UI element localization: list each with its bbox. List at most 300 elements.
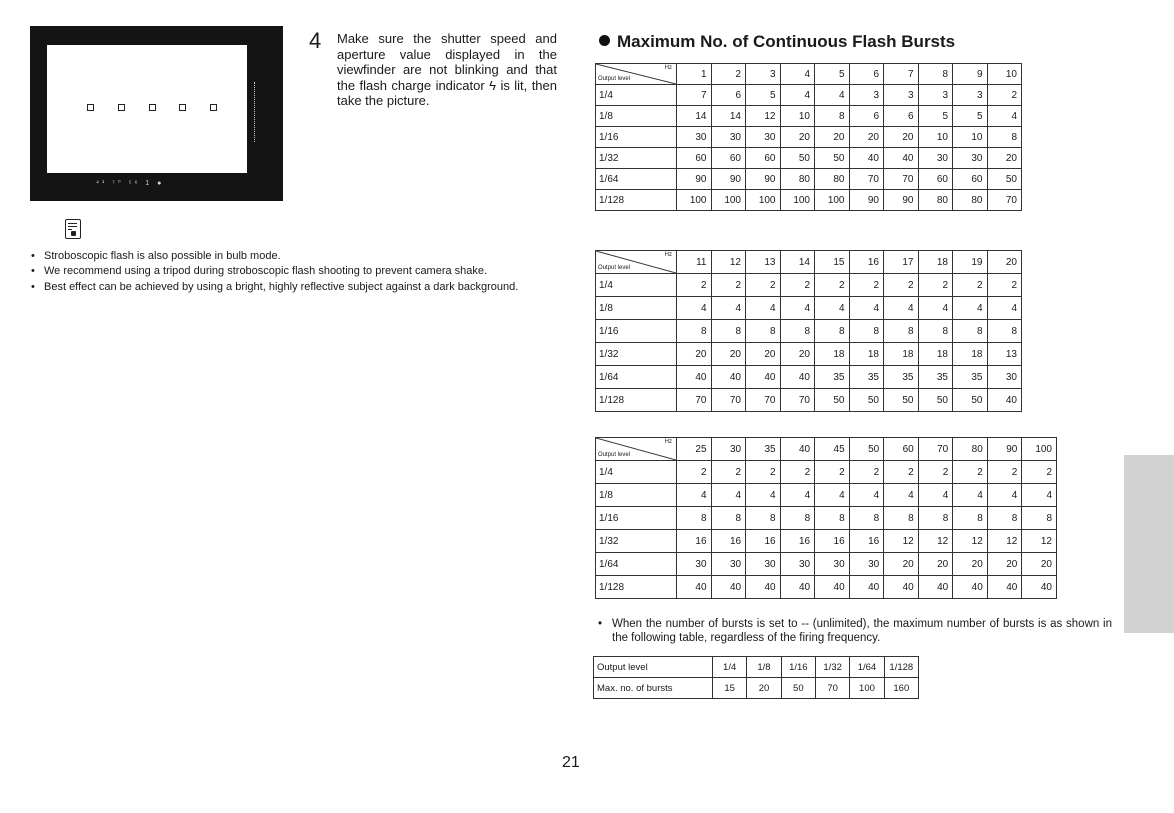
bursts-cell: 60 [746,148,781,169]
bursts-cell: 100 [815,190,850,211]
bursts-cell: 30 [780,553,815,576]
bursts-cell: 70 [711,389,746,412]
bursts-cell: 2 [987,85,1022,106]
output-level-label: Output level [598,265,631,271]
bursts-cell: 10 [953,127,988,148]
hz-cell: 50 [849,438,884,461]
level-cell: 1/16 [781,657,815,678]
bursts-cell: 2 [849,274,884,297]
bursts-cell: 8 [815,106,850,127]
bursts-cell: 40 [953,576,988,599]
bursts-cell: 30 [746,553,781,576]
bursts-cell: 30 [953,148,988,169]
bursts-cell: 100 [677,190,712,211]
bursts-cell: 4 [987,106,1022,127]
bursts-cell: 8 [746,320,781,343]
bursts-cell: 50 [815,148,850,169]
bursts-table-2 [595,250,1022,412]
bursts-cell: 4 [884,297,919,320]
bursts-cell: 35 [918,366,953,389]
bursts-cell: 70 [780,389,815,412]
bursts-cell: 30 [987,366,1022,389]
bursts-cell: 8 [711,507,746,530]
bursts-cell: 50 [849,389,884,412]
table-row [596,530,1057,553]
bursts-cell: 12 [1022,530,1057,553]
output-level-cell: 1/128 [596,190,677,211]
bursts-cell: 90 [711,169,746,190]
bursts-cell: 2 [780,274,815,297]
table-row [596,553,1057,576]
bursts-cell: 20 [780,343,815,366]
hz-cell: 35 [746,438,781,461]
bursts-cell: 35 [849,366,884,389]
bursts-table-3 [595,437,1057,599]
bursts-cell: 4 [953,484,988,507]
af-point [87,104,94,111]
level-cell: 1/8 [747,657,781,678]
unlimited-bursts-table [593,656,919,699]
bursts-cell: 12 [987,530,1022,553]
hz-header-row [596,64,1022,85]
table-row [596,366,1022,389]
hz-cell: 80 [953,438,988,461]
bursts-cell: 40 [815,576,850,599]
bursts-cell: 13 [987,343,1022,366]
bursts-cell: 30 [918,148,953,169]
bursts-cell: 10 [780,106,815,127]
bursts-cell: 40 [918,576,953,599]
table-row [596,274,1022,297]
table-row [596,169,1022,190]
step-text: Make sure the shutter speed and aperture value displayed in the viewfinder are not blinking and that the flash charge indicator ϟ is lit, then take the picture. [337,31,557,109]
hz-cell: 25 [677,438,712,461]
bursts-cell: 20 [1022,553,1057,576]
bursts-cell: 2 [987,274,1022,297]
bursts-cell: 14 [677,106,712,127]
bursts-cell: 3 [884,85,919,106]
bursts-cell: 20 [849,127,884,148]
output-level-cell: 1/16 [596,507,677,530]
bursts-cell: 20 [884,127,919,148]
bursts-cell: 4 [815,85,850,106]
hz-cell: 100 [1022,438,1057,461]
bursts-cell: 20 [780,127,815,148]
bursts-cell: 20 [815,127,850,148]
bursts-cell: 16 [780,530,815,553]
bursts-cell: 18 [815,343,850,366]
output-level-cell: 1/128 [596,389,677,412]
bursts-cell: 60 [711,148,746,169]
bursts-cell: 50 [953,389,988,412]
hz-header-row [596,438,1057,461]
bursts-cell: 3 [953,85,988,106]
bursts-cell: 4 [746,484,781,507]
hz-cell: 3 [746,64,781,85]
bursts-cell: 70 [677,389,712,412]
bursts-cell: 12 [746,106,781,127]
bursts-cell: 2 [918,461,953,484]
bursts-cell: 50 [918,389,953,412]
output-level-cell: 1/128 [596,576,677,599]
bursts-cell: 10 [918,127,953,148]
bursts-cell: 6 [711,85,746,106]
hz-cell: 7 [884,64,919,85]
output-level-cell: 1/64 [596,553,677,576]
bursts-cell: 4 [918,297,953,320]
table-row [596,190,1022,211]
bursts-cell: 4 [711,297,746,320]
bursts-cell: 70 [884,169,919,190]
level-cell: 1/4 [713,657,747,678]
bursts-cell: 30 [677,553,712,576]
hz-cell: 20 [987,251,1022,274]
bursts-cell: 80 [780,169,815,190]
bursts-cell: 50 [987,169,1022,190]
bursts-cell: 30 [711,127,746,148]
bursts-cell: 2 [884,274,919,297]
bursts-cell: 4 [849,297,884,320]
output-level-cell: 1/64 [596,169,677,190]
table-row [596,343,1022,366]
bursts-cell: 40 [884,148,919,169]
bursts-cell: 2 [918,274,953,297]
hz-cell: 90 [987,438,1022,461]
bursts-cell: 4 [815,484,850,507]
bursts-cell: 4 [746,297,781,320]
bursts-cell: 18 [918,343,953,366]
hz-cell: 30 [711,438,746,461]
bursts-cell: 18 [849,343,884,366]
output-level-cell: 1/16 [596,127,677,148]
table-row [596,576,1057,599]
table-row [596,461,1057,484]
bursts-cell: 8 [918,507,953,530]
bursts-cell: 5 [953,106,988,127]
bursts-cell: 16 [849,530,884,553]
bursts-cell: 2 [677,274,712,297]
hz-cell: 70 [918,438,953,461]
bursts-cell: 16 [711,530,746,553]
note-item: • We recommend using a tripod during stroboscopic flash shooting to prevent camera shake. [28,265,548,278]
output-level-cell: 1/32 [596,343,677,366]
bursts-cell: 2 [711,461,746,484]
bursts-cell: 8 [815,507,850,530]
hz-header-row [596,251,1022,274]
bursts-cell: 40 [746,366,781,389]
bursts-cell: 6 [849,106,884,127]
hz-cell: 14 [780,251,815,274]
note-icon [65,219,81,239]
bursts-cell: 35 [953,366,988,389]
bursts-cell: 2 [884,461,919,484]
bursts-cell: 8 [746,507,781,530]
bursts-cell: 60 [953,169,988,190]
level-cell: 1/32 [815,657,849,678]
hz-cell: 11 [677,251,712,274]
bursts-cell: 20 [953,553,988,576]
bursts-cell: 40 [780,366,815,389]
bursts-cell: 35 [884,366,919,389]
af-point [179,104,186,111]
bursts-cell: 35 [815,366,850,389]
bursts-cell: 8 [1022,507,1057,530]
output-level-cell: 1/8 [596,484,677,507]
exposure-scale [254,82,264,142]
bursts-cell: 4 [780,484,815,507]
hz-label: Hz [664,252,672,258]
table-corner-header [596,251,677,274]
bursts-cell: 4 [677,297,712,320]
bursts-cell: 40 [849,576,884,599]
section-title-text: Maximum No. of Continuous Flash Bursts [617,32,956,51]
bursts-cell: 8 [677,507,712,530]
bursts-cell: 5 [918,106,953,127]
bursts-cell: 2 [746,274,781,297]
bursts-cell: 2 [953,461,988,484]
bursts-cell: 30 [746,127,781,148]
bursts-cell: 4 [815,297,850,320]
note-item: • Best effect can be achieved by using a bright, highly reflective subject against a dark background. [28,281,548,294]
level-cell: 1/64 [850,657,884,678]
bursts-cell: 40 [677,366,712,389]
section-title [599,32,955,52]
bursts-cell: 40 [1022,576,1057,599]
bursts-cell: 2 [780,461,815,484]
bursts-cell: 16 [815,530,850,553]
bursts-cell: 3 [849,85,884,106]
bursts-cell: 4 [780,297,815,320]
bursts-cell: 15 [713,678,747,699]
table-row [596,106,1022,127]
bursts-cell: 4 [987,297,1022,320]
bursts-cell: 4 [987,484,1022,507]
bursts-cell: 4 [711,484,746,507]
bursts-cell: 18 [953,343,988,366]
hz-cell: 45 [815,438,850,461]
bursts-cell: 2 [1022,461,1057,484]
unlimited-level-row [594,657,919,678]
bursts-cell: 16 [677,530,712,553]
bursts-cell: 40 [987,389,1022,412]
hz-cell: 10 [987,64,1022,85]
bursts-cell: 20 [987,553,1022,576]
bursts-cell: 70 [746,389,781,412]
hz-cell: 18 [918,251,953,274]
bursts-table-1 [595,63,1022,211]
bursts-cell: 2 [677,461,712,484]
bursts-cell: 18 [884,343,919,366]
output-level-cell: 1/8 [596,297,677,320]
output-level-label: Output level [598,76,631,82]
bursts-cell: 70 [987,190,1022,211]
bursts-cell: 90 [849,190,884,211]
bursts-cell: 2 [849,461,884,484]
bursts-cell: 12 [953,530,988,553]
bursts-cell: 2 [953,274,988,297]
output-level-label: Output level [598,452,631,458]
bursts-cell: 40 [780,576,815,599]
max-bursts-label: Max. no. of bursts [594,678,713,699]
level-cell: 1/128 [884,657,918,678]
hz-label: Hz [664,65,672,71]
bursts-cell: 12 [918,530,953,553]
bursts-cell: 14 [711,106,746,127]
bursts-cell: 6 [884,106,919,127]
hz-cell: 2 [711,64,746,85]
bursts-cell: 20 [677,343,712,366]
bursts-cell: 40 [677,576,712,599]
af-point [149,104,156,111]
hz-cell: 15 [815,251,850,274]
hz-cell: 12 [711,251,746,274]
bursts-cell: 40 [711,366,746,389]
bursts-cell: 8 [780,320,815,343]
bursts-cell: 2 [746,461,781,484]
bursts-cell: 8 [884,320,919,343]
table-row [596,85,1022,106]
hz-cell: 13 [746,251,781,274]
hz-cell: 8 [918,64,953,85]
bursts-cell: 4 [918,484,953,507]
table-row [596,148,1022,169]
step-number: 4 [309,28,322,53]
bursts-cell: 40 [987,576,1022,599]
bursts-cell: 80 [953,190,988,211]
bursts-cell: 8 [780,507,815,530]
bursts-cell: 8 [987,320,1022,343]
bursts-cell: 8 [918,320,953,343]
bursts-cell: 8 [815,320,850,343]
bursts-cell: 30 [711,553,746,576]
af-point [118,104,125,111]
output-level-cell: 1/4 [596,274,677,297]
hz-cell: 6 [849,64,884,85]
bursts-cell: 100 [850,678,884,699]
output-level-cell: 1/64 [596,366,677,389]
table-corner-header [596,64,677,85]
bursts-cell: 20 [746,343,781,366]
bursts-cell: 8 [711,320,746,343]
table-row [596,389,1022,412]
hz-cell: 17 [884,251,919,274]
bursts-cell: 80 [918,190,953,211]
bursts-cell: 20 [987,148,1022,169]
bursts-cell: 8 [953,320,988,343]
table-row [596,507,1057,530]
unlimited-bursts-row [594,678,919,699]
bursts-cell: 8 [884,507,919,530]
hz-cell: 5 [815,64,850,85]
bursts-cell: 50 [884,389,919,412]
bursts-cell: 40 [884,576,919,599]
hz-cell: 9 [953,64,988,85]
bullet-icon [599,35,610,46]
hz-label: Hz [664,439,672,445]
table-row [596,127,1022,148]
hz-cell: 16 [849,251,884,274]
bursts-cell: 40 [711,576,746,599]
bursts-cell: 8 [953,507,988,530]
bursts-cell: 2 [815,274,850,297]
bursts-cell: 90 [746,169,781,190]
output-level-cell: 1/16 [596,320,677,343]
af-points [87,104,217,111]
section-tab [1124,455,1174,633]
notes-list [28,250,548,296]
viewfinder-info: ⁴¹ ⁷⁰ ⁵⁶ 1 ● [96,180,165,187]
output-level-cell: 1/8 [596,106,677,127]
bursts-cell: 8 [849,320,884,343]
table-row [596,297,1022,320]
output-level-label: Output level [594,657,713,678]
hz-cell: 40 [780,438,815,461]
bursts-cell: 4 [884,484,919,507]
bursts-cell: 70 [849,169,884,190]
bursts-cell: 2 [815,461,850,484]
bursts-cell: 90 [677,169,712,190]
bursts-cell: 50 [815,389,850,412]
bursts-cell: 8 [987,127,1022,148]
bursts-cell: 4 [1022,484,1057,507]
output-level-cell: 1/32 [596,530,677,553]
unlimited-note: • When the number of bursts is set to -- (unlimited), the maximum number of bursts is as shown in the following table, regardless of the firing frequency. [598,617,1112,645]
bursts-cell: 5 [746,85,781,106]
hz-cell: 4 [780,64,815,85]
bursts-cell: 50 [781,678,815,699]
bursts-cell: 2 [711,274,746,297]
bursts-cell: 60 [677,148,712,169]
bursts-cell: 20 [747,678,781,699]
output-level-cell: 1/32 [596,148,677,169]
bursts-cell: 70 [815,678,849,699]
bursts-cell: 20 [711,343,746,366]
bursts-cell: 4 [780,85,815,106]
page-number: 21 [562,754,580,771]
bursts-cell: 100 [711,190,746,211]
bursts-cell: 4 [849,484,884,507]
bursts-cell: 30 [677,127,712,148]
bursts-cell: 8 [987,507,1022,530]
bursts-cell: 7 [677,85,712,106]
bursts-cell: 4 [677,484,712,507]
table-row [596,484,1057,507]
bursts-cell: 3 [918,85,953,106]
bursts-cell: 30 [849,553,884,576]
af-point [210,104,217,111]
hz-cell: 19 [953,251,988,274]
bursts-cell: 4 [953,297,988,320]
bursts-cell: 8 [677,320,712,343]
bursts-cell: 50 [780,148,815,169]
output-level-cell: 1/4 [596,461,677,484]
table-corner-header [596,438,677,461]
bursts-cell: 30 [815,553,850,576]
bursts-cell: 100 [780,190,815,211]
bursts-cell: 160 [884,678,918,699]
bursts-cell: 80 [815,169,850,190]
bursts-cell: 40 [849,148,884,169]
bursts-cell: 100 [746,190,781,211]
hz-cell: 60 [884,438,919,461]
bursts-cell: 20 [884,553,919,576]
table-row [596,320,1022,343]
bursts-cell: 16 [746,530,781,553]
bursts-cell: 90 [884,190,919,211]
hz-cell: 1 [677,64,712,85]
bursts-cell: 8 [849,507,884,530]
note-item: • Stroboscopic flash is also possible in bulb mode. [28,250,548,263]
